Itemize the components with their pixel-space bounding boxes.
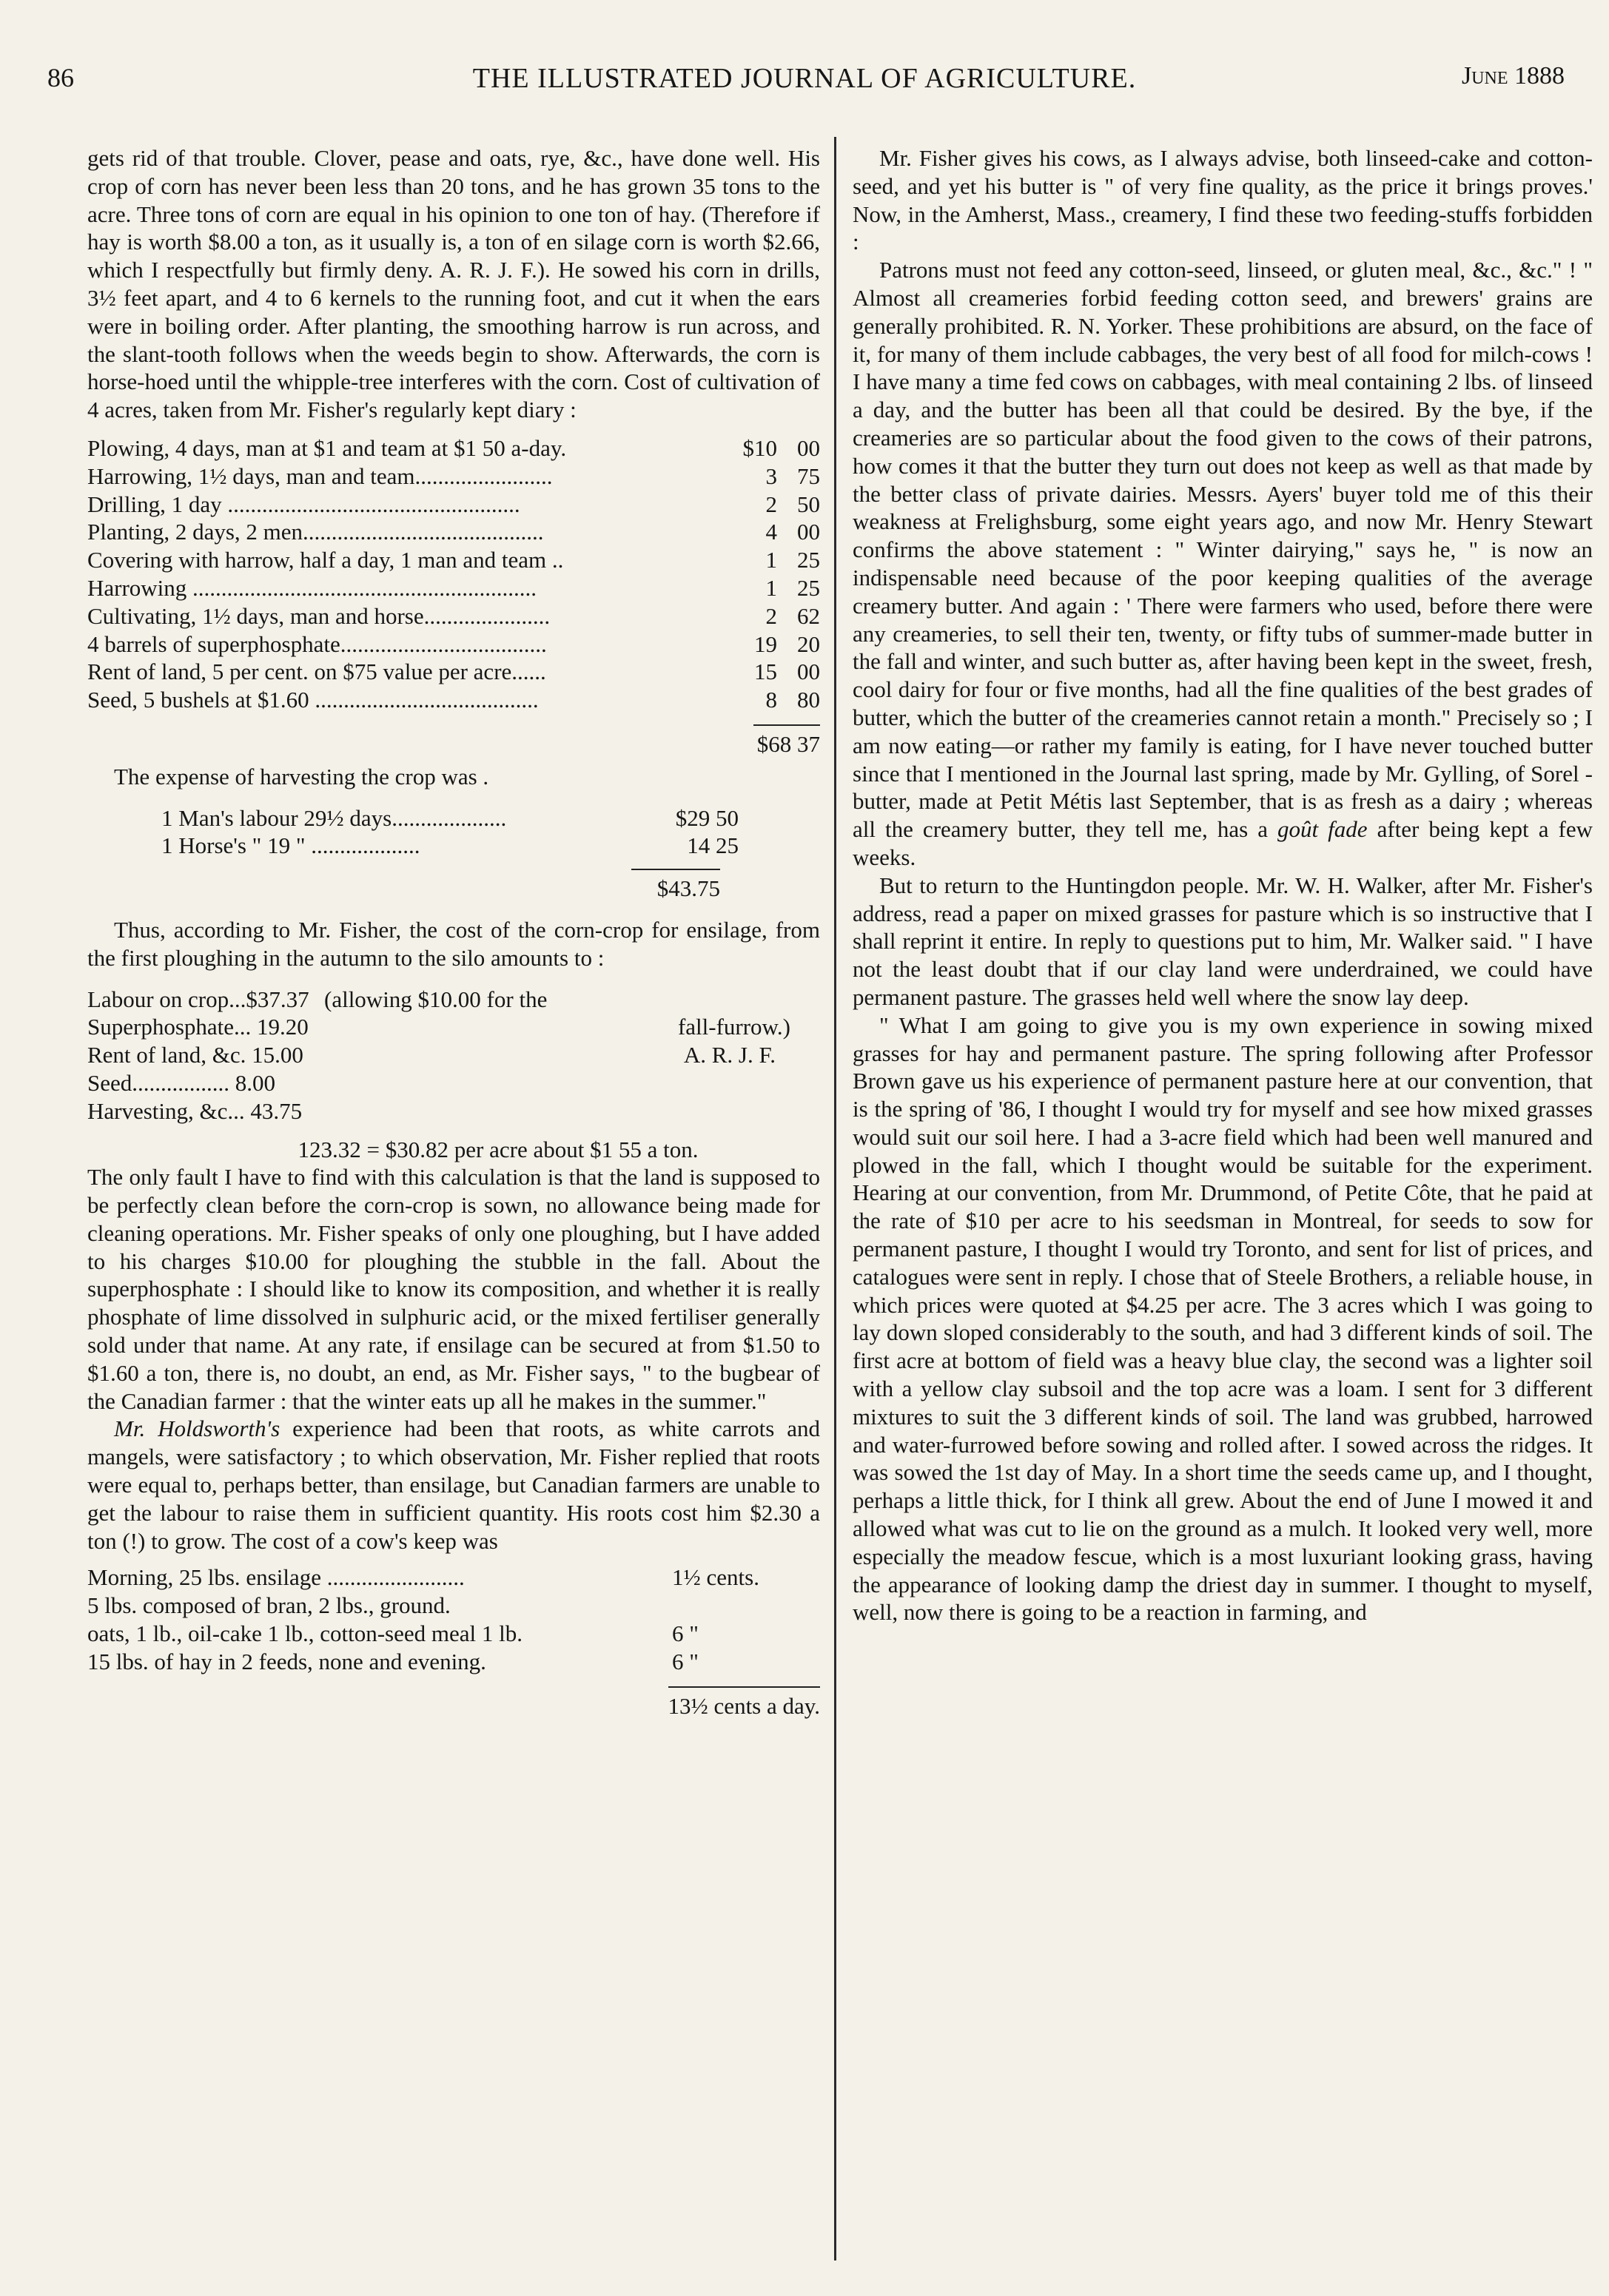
page-header bbox=[0, 62, 1609, 107]
cow-keep-table bbox=[87, 1563, 820, 1720]
ledger-row: 4 barrels of superphosphate.................................... 19 20 bbox=[87, 630, 820, 657]
crop-cost-summary bbox=[87, 986, 820, 1125]
ledger-row: Harrowing ............................................................ 1 25 bbox=[87, 574, 820, 601]
ledger-row: Cultivating, 1½ days, man and horse...................... 2 62 bbox=[87, 602, 820, 629]
ledger-row: Planting, 2 days, 2 men.......................................... 4 00 bbox=[87, 519, 820, 545]
french-phrase: goût fade bbox=[1277, 816, 1368, 843]
harvest-cost-table bbox=[87, 804, 820, 903]
ledger-row: Harrowing, 1½ days, man and team........................ 3 75 bbox=[87, 462, 820, 489]
cost-row: 15 lbs. of hay in 2 feeds, none and evening. 6 " bbox=[87, 1648, 699, 1674]
journal-title: THE ILLUSTRATED JOURNAL OF AGRICULTURE. bbox=[472, 63, 1137, 94]
cultivation-cost-table bbox=[87, 434, 820, 758]
page-number: 86 bbox=[47, 63, 74, 92]
left-column bbox=[87, 144, 820, 1728]
ledger-total: $68 37 bbox=[753, 724, 820, 758]
paragraph: " What I am going to give you is my own experience in sowing mixed grasses for hay and permanent pasture. The spring following after Professor Brown gave us his experience of permanent pasture here at our convention, that is the spring of '86, I thought I would try for myself and see how mixed grasses would suit our soil here. I had a 3-acre field which had been well manured and plowed in the fall, which I thought would be suitable for the experiment. Hearing at our convention, from Mr. Drummond, of Petite Côte, that he paid at the rate of $10 per acre to his seedsman in Montreal, for seeds to sow for permanent pasture, I thought I would try Toronto, and sent for list of prices, and catalogues were sent in reply. I chose that of Steele Brothers, a reliable house, in which prices were quoted at $4.25 per acre. The 3 acres which I was going to lay down sloped considerably to the south, and had 3 different kinds of soil. The first acre at bottom of field was a heavy blue clay, the second was a lighter soil with a yellow clay subsoil and the top acre was a loam. I sent for 3 different mixtures to suit the 3 different kinds of soil. The land was grubbed, harrowed and water-furrowed before sowing and rolled after. I sowed across the ridges. It was sowed the 1st day of May. In a short time the seeds came up, and I thought, perhaps a little thick, for I think all grew. About the end of June I mowed it and allowed what was cut to lie on the ground as a mulch. It looked very well, more especially the meadow fescue, which is a most luxuriant looking grass, having the appearance of looking damp the driest day in summer. I thought to myself, well, now there is going to be a reaction in farming, and bbox=[853, 1011, 1593, 1626]
paragraph: Mr. Fisher gives his cows, as I always advise, both linseed-cake and cotton-seed, and yet his butter is " of very fine quality, as the price it brings proves.' Now, in the Amherst, Mass., creamery, I find these two feeding-stuffs forbidden : bbox=[853, 145, 1593, 255]
paragraph: Patrons must not feed any cotton-seed, linseed, or gluten meal, &c., &c." ! " Almost all creameries forbid feeding cotton seed, and brewers' grains are generally prohibited. R. N. Yorker. These prohibitions are absurd, on the face of it, for many of them include cabbages, the very best of all food for milch-cows ! I have many a time fed cows on cabbages, with meal containing 2 lbs. of linseed a day, and the butter has been all that could be desired. By the bye, if the creameries are so particular about the food given to the cows of their patrons, how comes it that the butter they turn out does not keep as well as that made by the better class of private dairies. Messrs. Ayers' buyer told me of this their weakness at Frelighsburg, some eight years ago, and now Mr. Henry Stewart confirms the above statement : " Winter dairying," says he, " is now an indispensable need because of the poor keeping qualities of the average creamery butter. And again : ' There were farmers who used, before there were any creameries, to sell their ten, twenty, or fifty tubs of summer-made butter in the fall and winter, and such butter as, after having been kept in the sweet, fresh, cool dairy for four or five months, had all the fine qualities of the best grades of butter, which the butter of the creameries cannot retain a month." Precisely so ; I am now eating—or rather my family is eating, for I have never touched butter since that I mentioned in the Journal last spring, made by Mr. Gylling, of Sorel -butter, made at Petit Métis last September, that is as fresh as a dairy ; whereas all the creamery butter, they tell me, has a goût fade after being kept a few weeks. bbox=[853, 257, 1593, 870]
summary-row: Rent of land, &c. 15.00 A. R. J. F. bbox=[87, 1042, 776, 1068]
paragraph: The expense of harvesting the crop was . bbox=[114, 763, 489, 790]
ledger-row: Covering with harrow, half a day, 1 man and team .. 1 25 bbox=[87, 547, 820, 573]
summary-row: Labour on crop...$37.37 (allowing $10.00 for the bbox=[87, 986, 548, 1012]
speaker-name: Mr. Holdsworth's bbox=[114, 1415, 281, 1442]
paragraph: gets rid of that trouble. Clover, pease and oats, rye, &c., have done well. His crop of corn has never been less than 20 tons, and he has grown 35 tons to the acre. Three tons of corn are equal in his opinion to one ton of hay. (Therefore if hay is worth $8.00 a ton, as it usually is, a ton of en silage corn is worth $2.66, which I respectfully but firmly deny. A. R. J. F.). He sowed his corn in drills, 3½ feet apart, and 4 to 6 kernels to the running foot, and cut it when the ears were in boiling order. After planting, the smoothing harrow is run across, and the slant-tooth follows when the weeds begin to show. Afterwards, the corn is horse-hoed until the whipple-tree interferes with the corn. Cost of cultivation of 4 acres, taken from Mr. Fisher's regularly kept diary : bbox=[87, 145, 820, 423]
ledger-row: Seed, 5 bushels at $1.60 ....................................... 8 80 bbox=[87, 687, 820, 713]
ledger-row: Rent of land, 5 per cent. on $75 value per acre...... 15 00 bbox=[87, 659, 820, 685]
paragraph: Mr. Holdsworth's experience had been that roots, as white carrots and mangels, were satisfactory ; to which observation, Mr. Fisher replied that roots were equal to, perhaps better, than ensilage, but Canadian farmers are unable to get the labour to raise them in sufficient quantity. His roots cost him $2.30 a ton (!) to grow. The cost of a cow's keep was bbox=[87, 1415, 821, 1554]
cost-row: oats, 1 lb., oil-cake 1 lb., cotton-seed meal 1 lb. 6 " bbox=[87, 1620, 699, 1647]
cost-total: 13½ cents a day. bbox=[87, 1686, 820, 1720]
right-column bbox=[853, 144, 1593, 1626]
cost-per-acre-line: 123.32 = $30.82 per acre about $1 55 a ton. bbox=[298, 1136, 699, 1162]
summary-row: Seed................. 8.00 bbox=[87, 1069, 276, 1096]
ledger-row: Plowing, 4 days, man at $1 and team at $1 50 a-day. $10 00 bbox=[87, 434, 820, 461]
column-divider bbox=[834, 137, 836, 2260]
harvest-total: $43.75 bbox=[631, 869, 720, 903]
cost-row: 5 lbs. composed of bran, 2 lbs., ground. bbox=[87, 1592, 451, 1619]
issue-date: June 1888 bbox=[1461, 62, 1565, 90]
paragraph: Thus, according to Mr. Fisher, the cost of the corn-crop for ensilage, from the first ploughing in the autumn to the silo amounts to : bbox=[87, 916, 820, 971]
summary-row: Harvesting, &c... 43.75 bbox=[87, 1097, 303, 1124]
cost-row: Morning, 25 lbs. ensilage ........................ 1½ cents. bbox=[87, 1564, 759, 1591]
ledger-row: Drilling, 1 day ................................................... 2 50 bbox=[87, 491, 820, 517]
harvest-row: 1 Horse's " 19 " ................... 14 25 bbox=[161, 832, 739, 859]
paragraph: The only fault I have to find with this calculation is that the land is supposed to be perfectly clean before the corn-crop is sown, no allowance being made for cleaning operations. Mr. Fisher speaks of only one ploughing, but I have added to his charges $10.00 for ploughing the stubble in the fall. About the superphosphate : I should like to know its composition, and whether it is really phosphate of lime dissolved in sulphuric acid, or the mixed fertiliser generally sold under that name. At any rate, if ensilage can be secured at from $1.50 to $1.60 a ton, there is, no doubt, an end, as Mr. Fisher says, " to the bugbear of the Canadian farmer : that the winter eats up all he makes in the summer." bbox=[87, 1164, 820, 1414]
paragraph: But to return to the Huntingdon people. Mr. W. H. Walker, after Mr. Fisher's address, read a paper on mixed grasses for pasture which is so instructive that I shall reprint it entire. In reply to questions put to him, Mr. Walker said. " I have not the least doubt that if our clay land were underdrained, we could have permanent pasture. The grasses held well where the snow lay deep. bbox=[853, 872, 1593, 1010]
harvest-row: 1 Man's labour 29½ days.................... $29 50 bbox=[161, 804, 739, 831]
summary-row: Superphosphate... 19.20 fall-furrow.) bbox=[87, 1014, 790, 1040]
